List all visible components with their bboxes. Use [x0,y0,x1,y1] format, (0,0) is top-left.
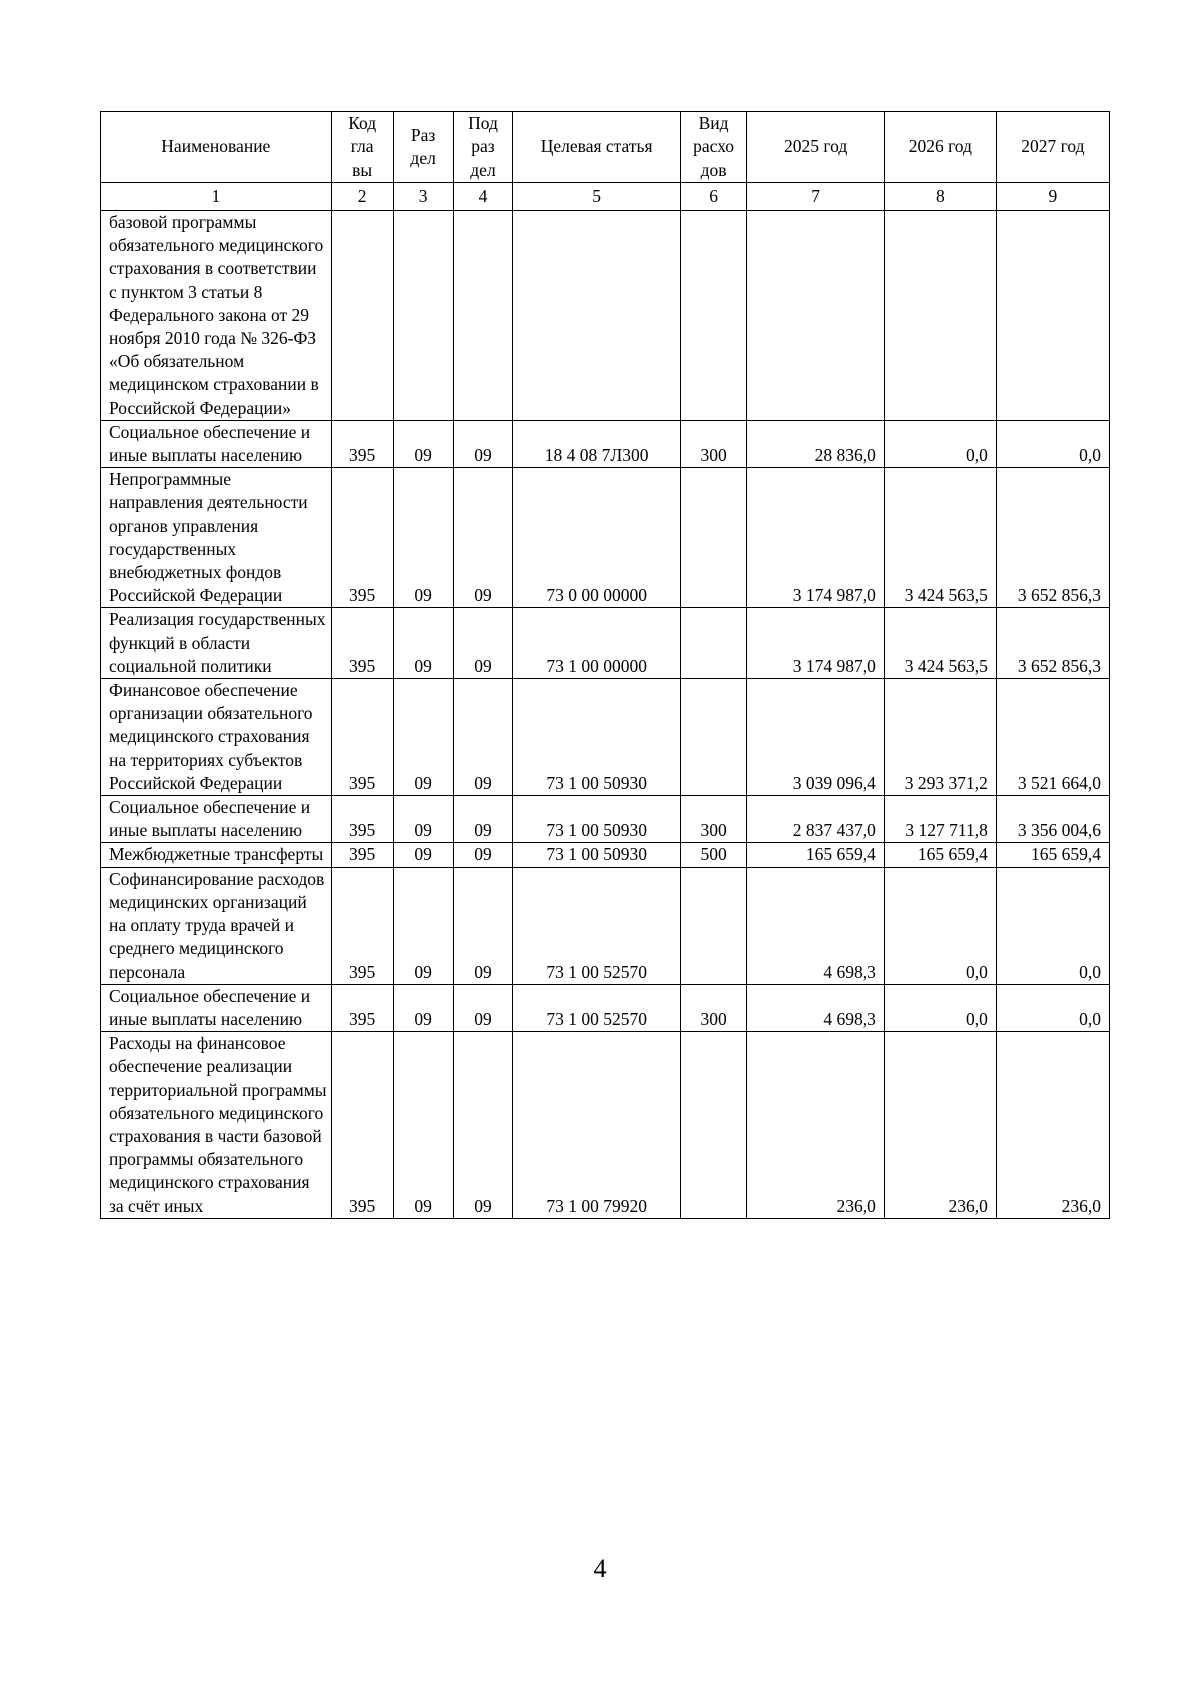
row-podrazdel: 09 [453,984,513,1031]
row-podrazdel: 09 [453,867,513,984]
row-name: Социальное обеспечение и иные выплаты населению [101,420,332,467]
table-body [101,211,1110,1219]
colnum: 7 [747,183,884,211]
row-amount-2025: 4 698,3 [747,867,884,984]
header-2025: 2025 год [747,112,884,183]
row-amount-2025: 3 174 987,0 [747,468,884,608]
colnum: 3 [393,183,453,211]
row-target: 73 1 00 52570 [513,984,680,1031]
row-amount-2027: 3 356 004,6 [996,796,1109,843]
row-amount-2025 [747,211,884,421]
row-kod: 395 [331,867,393,984]
row-amount-2025: 28 836,0 [747,420,884,467]
row-name: Межбюджетные трансферты [101,843,332,867]
row-amount-2026: 0,0 [884,984,996,1031]
row-amount-2025: 4 698,3 [747,984,884,1031]
header-kod: Код гла вы [331,112,393,183]
row-razdel [393,211,453,421]
row-amount-2025: 3 039 096,4 [747,679,884,796]
row-name: Реализация государственных функций в области социальной политики [101,608,332,679]
header-2026: 2026 год [884,112,996,183]
row-kod: 395 [331,608,393,679]
row-amount-2027: 3 652 856,3 [996,468,1109,608]
row-amount-2027: 0,0 [996,867,1109,984]
row-target: 73 1 00 50930 [513,843,680,867]
row-name: базовой программы обязательного медицинского страхования в соответствии с пунктом 3 статьи 8 Федерального закона от 29 ноября 2010 года № 326-ФЗ «Об обязательном медицинском страховании в Российской Федерации» [101,211,332,421]
row-amount-2026: 3 424 563,5 [884,608,996,679]
row-vid [680,679,747,796]
row-kod: 395 [331,679,393,796]
row-podrazdel: 09 [453,843,513,867]
row-target: 73 1 00 50930 [513,679,680,796]
row-podrazdel: 09 [453,1032,513,1219]
colnum: 4 [453,183,513,211]
row-amount-2026: 3 424 563,5 [884,468,996,608]
row-amount-2027: 3 521 664,0 [996,679,1109,796]
row-amount-2027: 0,0 [996,420,1109,467]
row-vid [680,867,747,984]
row-kod: 395 [331,984,393,1031]
row-razdel: 09 [393,984,453,1031]
row-target: 73 1 00 50930 [513,796,680,843]
table-row [101,867,1110,984]
row-target: 18 4 08 7Л300 [513,420,680,467]
row-target: 73 1 00 79920 [513,1032,680,1219]
row-vid [680,468,747,608]
row-amount-2027: 0,0 [996,984,1109,1031]
row-name: Расходы на финансовое обеспечение реализации территориальной программы обязательного медицинского страхования в части базовой программы обязательного медицинского страхования за счёт иных [101,1032,332,1219]
table-row [101,679,1110,796]
row-amount-2025: 165 659,4 [747,843,884,867]
header-razdel: Раз дел [393,112,453,183]
table-row [101,843,1110,867]
page-number: 4 [593,1554,607,1583]
row-razdel: 09 [393,468,453,608]
row-vid [680,608,747,679]
header-row [101,112,1110,183]
row-amount-2026: 3 293 371,2 [884,679,996,796]
row-name: Социальное обеспечение и иные выплаты населению [101,984,332,1031]
row-target: 73 0 00 00000 [513,468,680,608]
table-row [101,468,1110,608]
row-razdel: 09 [393,679,453,796]
table-row [101,1032,1110,1219]
header-podrazdel: Под раз дел [453,112,513,183]
row-name: Финансовое обеспечение организации обязательного медицинского страхования на территориях субъектов Российской Федерации [101,679,332,796]
row-name: Софинансирование расходов медицинских организаций на оплату труда врачей и среднего медицинского персонала [101,867,332,984]
row-kod: 395 [331,843,393,867]
row-podrazdel [453,211,513,421]
row-amount-2026: 0,0 [884,420,996,467]
row-vid: 300 [680,984,747,1031]
colnum: 5 [513,183,680,211]
row-amount-2025: 3 174 987,0 [747,608,884,679]
budget-table [100,111,1110,1219]
row-amount-2025: 236,0 [747,1032,884,1219]
row-razdel: 09 [393,1032,453,1219]
row-target: 73 1 00 52570 [513,867,680,984]
row-target [513,211,680,421]
table-row [101,796,1110,843]
table-row [101,608,1110,679]
row-razdel: 09 [393,843,453,867]
row-razdel: 09 [393,420,453,467]
colnum: 8 [884,183,996,211]
row-amount-2026: 0,0 [884,867,996,984]
header-target: Целевая статья [513,112,680,183]
table-row [101,211,1110,421]
row-amount-2026: 165 659,4 [884,843,996,867]
row-amount-2027 [996,211,1109,421]
row-amount-2026: 236,0 [884,1032,996,1219]
row-name: Непрограммные направления деятельности органов управления государственных внебюджетных фондов Российской Федерации [101,468,332,608]
row-vid [680,211,747,421]
row-amount-2027: 3 652 856,3 [996,608,1109,679]
row-kod: 395 [331,420,393,467]
row-vid [680,1032,747,1219]
row-podrazdel: 09 [453,468,513,608]
row-vid: 300 [680,420,747,467]
row-razdel: 09 [393,867,453,984]
colnum: 6 [680,183,747,211]
row-kod: 395 [331,796,393,843]
row-amount-2026: 3 127 711,8 [884,796,996,843]
row-amount-2026 [884,211,996,421]
row-kod: 395 [331,1032,393,1219]
row-vid: 300 [680,796,747,843]
header-name: Наименование [101,112,332,183]
row-amount-2027: 236,0 [996,1032,1109,1219]
colnum: 2 [331,183,393,211]
row-target: 73 1 00 00000 [513,608,680,679]
row-amount-2025: 2 837 437,0 [747,796,884,843]
table-row [101,420,1110,467]
column-number-row [101,183,1110,211]
table-row [101,984,1110,1031]
colnum: 1 [101,183,332,211]
row-amount-2027: 165 659,4 [996,843,1109,867]
header-vid: Вид расхо дов [680,112,747,183]
row-kod: 395 [331,468,393,608]
colnum: 9 [996,183,1109,211]
row-razdel: 09 [393,608,453,679]
row-podrazdel: 09 [453,420,513,467]
row-podrazdel: 09 [453,608,513,679]
row-razdel: 09 [393,796,453,843]
row-kod [331,211,393,421]
row-podrazdel: 09 [453,679,513,796]
header-2027: 2027 год [996,112,1109,183]
budget-table-page [100,111,1110,1219]
row-vid: 500 [680,843,747,867]
row-podrazdel: 09 [453,796,513,843]
row-name: Социальное обеспечение и иные выплаты населению [101,796,332,843]
